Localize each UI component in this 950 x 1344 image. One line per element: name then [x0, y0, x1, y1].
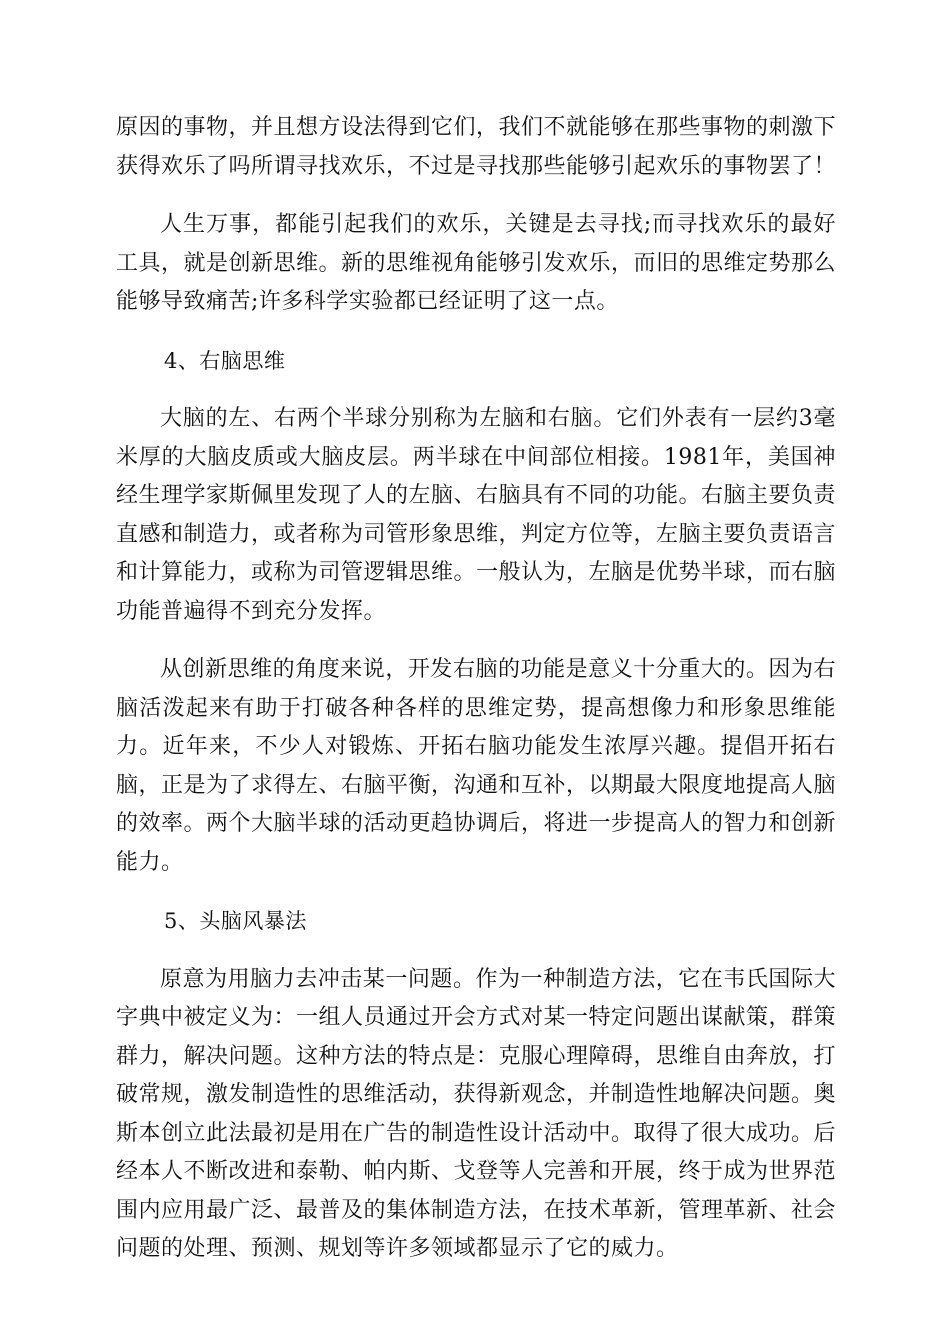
section-heading-right-brain: 4、右脑思维: [164, 348, 286, 373]
document-page: [116, 109, 836, 1289]
section-heading-brainstorming: 5、头脑风暴法: [164, 909, 307, 933]
paragraph-develop-right-brain: 从创新思维的角度来说，开发右脑的功能是意义十分重大的。因为右脑活泼起来有助于打破各种各样的思维定势，提高想像力和形象思维能力。近年来，不少人对锻炼、开拓右脑功能发生浓厚兴趣。提倡开拓右脑，正是为了求得左、右脑平衡，沟通和互补，以期最大限度地提高人脑的效率。两个大脑半球的活动更趋协调后，将进一步提高人的智力和创新能力。: [116, 657, 837, 875]
paragraph-seeking-joy: 人生万事，都能引起我们的欢乐，关键是去寻找;而寻找欢乐的最好工具，就是创新思维。新的思维视角能够引发欢乐，而旧的思维定势那么能够导致痛苦;许多科学实验都已经证明了这一点。: [116, 212, 837, 314]
paragraph-continued: 原因的事物，并且想方设法得到它们，我们不就能够在那些事物的刺激下获得欢乐了吗所谓寻找欢乐，不过是寻找那些能够引起欢乐的事物罢了！: [116, 115, 837, 179]
paragraph-brain-hemispheres: 大脑的左、右两个半球分别称为左脑和右脑。它们外表有一层约3毫米厚的大脑皮质或大脑皮层。两半球在中间部位相接。1981年，美国神经生理学家斯佩里发现了人的左脑、右脑具有不同的功能。右脑主要负责直感和制造力，或者称为司管形象思维，判定方位等，左脑主要负责语言和计算能力，或称为司管逻辑思维。一般认为，左脑是优势半球，而右脑功能普遍得不到充分发挥。: [116, 406, 837, 624]
paragraph-brainstorming-definition: 原意为用脑力去冲击某一问题。作为一种制造方法，它在韦氏国际大字典中被定义为：一组人员通过开会方式对某一特定问题出谋献策，群策群力，解决问题。这种方法的特点是：克服心理障碍，思维自由奔放，打破常规，激发制造性的思维活动，获得新观念，并制造性地解决问题。奥斯本创立此法最初是用在广告的制造性设计活动中。取得了很大成功。后经本人不断改进和泰勒、帕内斯、戈登等人完善和开展，终于成为世界范围内应用最广泛、最普及的集体制造方法，在技术革新，管理革新、社会问题的处理、预测、规划等许多领域都显示了它的威力。: [116, 966, 837, 1261]
